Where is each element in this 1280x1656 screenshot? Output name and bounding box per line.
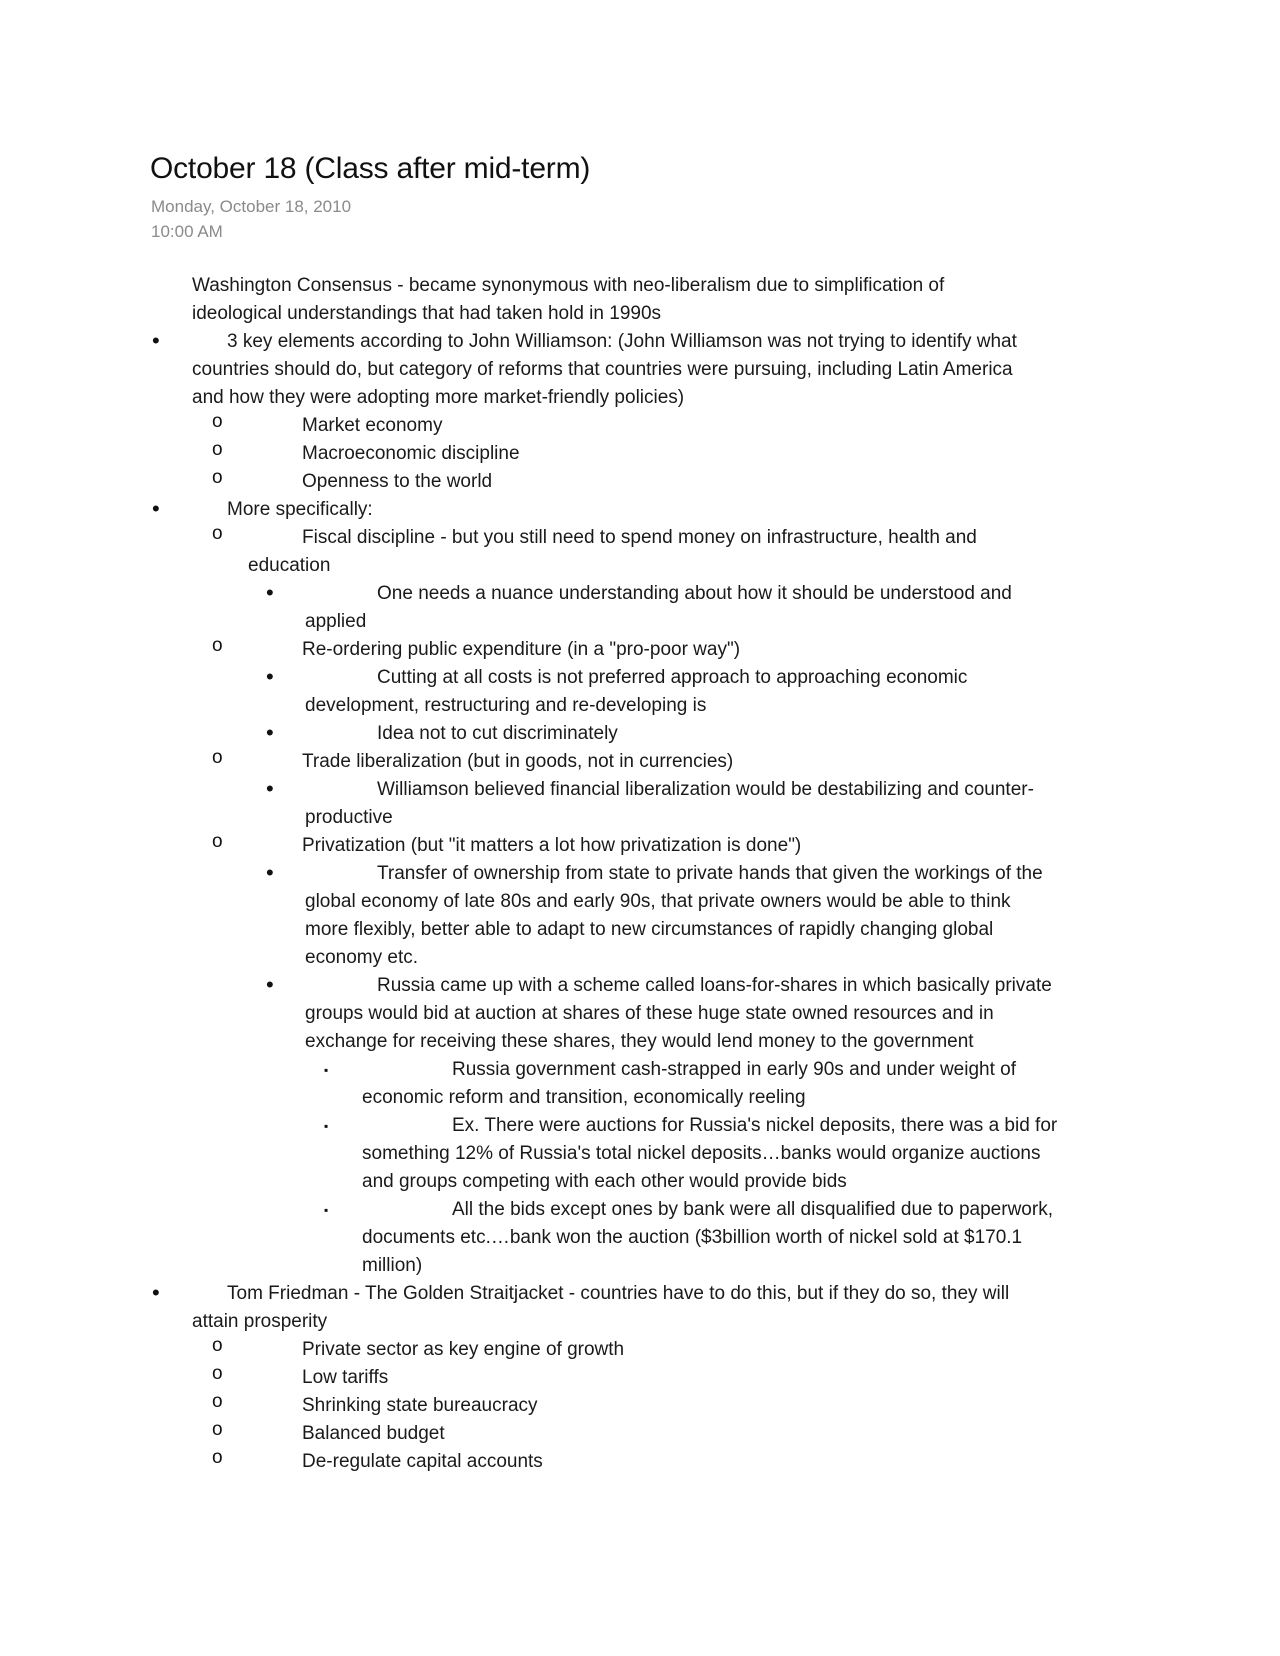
- privat-sub-line: Russia came up with a scheme called loans-for-shares in which basically private: [377, 975, 1052, 996]
- privat-sub-line: economy etc.: [305, 947, 418, 968]
- bullet-marker: •: [152, 496, 160, 521]
- fiscal-sub-line: One needs a nuance understanding about how it should be understood and: [377, 583, 1012, 604]
- page-title: October 18 (Class after mid-term): [150, 152, 591, 185]
- bullet-marker: •: [266, 720, 274, 745]
- bullet-marker: •: [266, 664, 274, 689]
- intro-line: ideological understandings that had taken hold in 1990s: [192, 303, 662, 324]
- square-marker: ▪: [324, 1119, 329, 1133]
- page-time: 10:00 AM: [151, 222, 223, 241]
- bullet-marker: •: [152, 328, 160, 353]
- circle-marker: o: [212, 1419, 223, 1440]
- trade-sub-line: productive: [305, 807, 393, 828]
- fiscal-line: education: [248, 555, 331, 576]
- list-item: Macroeconomic discipline: [302, 443, 520, 464]
- list-item: Shrinking state bureaucracy: [302, 1395, 538, 1416]
- reorder-label: Re-ordering public expenditure (in a "pro-poor way"): [302, 639, 741, 660]
- list-item: Openness to the world: [302, 471, 493, 492]
- intro-line: Washington Consensus - became synonymous with neo-liberalism due to simplification of: [192, 275, 945, 296]
- reorder-sub-line: Idea not to cut discriminately: [377, 723, 618, 744]
- reorder-sub-line: development, restructuring and re-developing is: [305, 695, 707, 716]
- trade-label: Trade liberalization (but in goods, not in currencies): [302, 751, 734, 772]
- trade-sub-line: Williamson believed financial liberalization would be destabilizing and counter-: [377, 779, 1034, 800]
- square-marker: ▪: [324, 1063, 329, 1077]
- privat-sub-line: Transfer of ownership from state to private hands that given the workings of the: [377, 863, 1043, 884]
- privat-sub-line: groups would bid at auction at shares of these huge state owned resources and in: [305, 1003, 994, 1024]
- fiscal-sub-line: applied: [305, 611, 367, 632]
- russia-sub-line: All the bids except ones by bank were all disqualified due to paperwork,: [452, 1199, 1053, 1220]
- list-item: Low tariffs: [302, 1367, 389, 1388]
- privat-label: Privatization (but "it matters a lot how privatization is done"): [302, 835, 802, 856]
- bullet1-line: countries should do, but category of reforms that countries were pursuing, including Latin America: [192, 359, 1013, 380]
- reorder-sub-line: Cutting at all costs is not preferred approach to approaching economic: [377, 667, 968, 688]
- privat-sub-line: exchange for receiving these shares, they would lend money to the government: [305, 1031, 974, 1052]
- circle-marker: o: [212, 831, 223, 852]
- circle-marker: o: [212, 523, 223, 544]
- list-item: Balanced budget: [302, 1423, 445, 1444]
- circle-marker: o: [212, 439, 223, 460]
- russia-sub-line: and groups competing with each other would provide bids: [362, 1171, 847, 1192]
- russia-sub-line: Russia government cash-strapped in early 90s and under weight of: [452, 1059, 1016, 1080]
- page-date: Monday, October 18, 2010: [151, 197, 352, 216]
- bullet-marker: •: [266, 860, 274, 885]
- circle-marker: o: [212, 1391, 223, 1412]
- bullet3-line: Tom Friedman - The Golden Straitjacket - countries have to do this, but if they do so, they will: [227, 1283, 1010, 1304]
- list-item: De-regulate capital accounts: [302, 1451, 543, 1472]
- russia-sub-line: something 12% of Russia's total nickel deposits…banks would organize auctions: [362, 1143, 1041, 1164]
- russia-sub-line: Ex. There were auctions for Russia's nickel deposits, there was a bid for: [452, 1115, 1058, 1136]
- privat-sub-line: more flexibly, better able to adapt to new circumstances of rapidly changing global: [305, 919, 994, 940]
- bullet1-line: 3 key elements according to John Williamson: (John Williamson was not trying to identify what: [227, 331, 1017, 352]
- list-item: Private sector as key engine of growth: [302, 1339, 625, 1360]
- bullet-marker: •: [152, 1280, 160, 1305]
- circle-marker: o: [212, 411, 223, 432]
- russia-sub-line: million): [362, 1255, 423, 1276]
- bullet3-line: attain prosperity: [192, 1311, 328, 1332]
- privat-sub-line: global economy of late 80s and early 90s, that private owners would be able to think: [305, 891, 1011, 912]
- russia-sub-line: economic reform and transition, economically reeling: [362, 1087, 806, 1108]
- fiscal-line: Fiscal discipline - but you still need to spend money on infrastructure, health and: [302, 527, 977, 548]
- bullet-marker: •: [266, 972, 274, 997]
- circle-marker: o: [212, 467, 223, 488]
- circle-marker: o: [212, 1447, 223, 1468]
- circle-marker: o: [212, 747, 223, 768]
- bullet-marker: •: [266, 776, 274, 801]
- bullet1-line: and how they were adopting more market-friendly policies): [192, 387, 685, 408]
- circle-marker: o: [212, 1363, 223, 1384]
- circle-marker: o: [212, 1335, 223, 1356]
- square-marker: ▪: [324, 1203, 329, 1217]
- circle-marker: o: [212, 635, 223, 656]
- list-item: Market economy: [302, 415, 443, 436]
- russia-sub-line: documents etc.…bank won the auction ($3billion worth of nickel sold at $170.1: [362, 1227, 1023, 1248]
- bullet-marker: •: [266, 580, 274, 605]
- bullet2-label: More specifically:: [227, 499, 373, 520]
